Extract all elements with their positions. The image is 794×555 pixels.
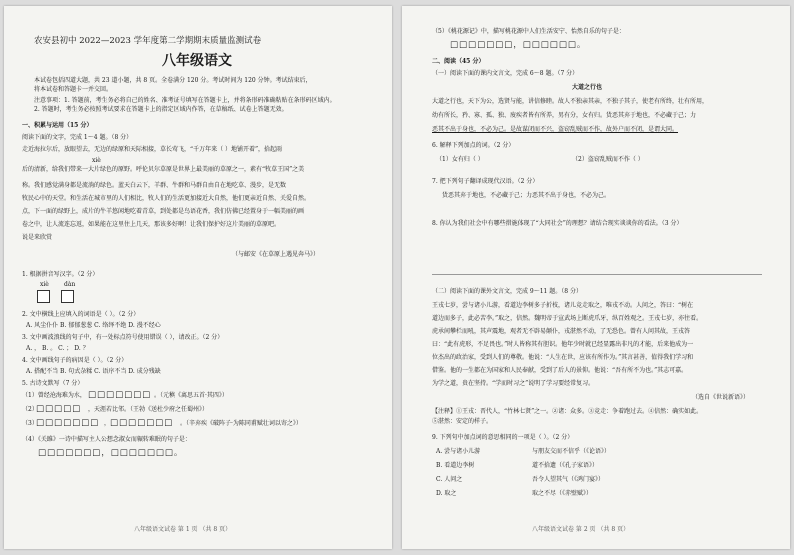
q9-option-left: D. 取之 [436, 490, 457, 497]
q5-part-3-sep: ， [104, 420, 111, 427]
q5-part-1: （1）曾经沧海难为水， [22, 392, 86, 399]
answer-boxes[interactable]: □□□□□□□ [110, 418, 174, 428]
reading-intro: 阅读下面的文字，完成 1～4 题。（8 分） [22, 134, 133, 141]
question-4: 4. 文中画线句子的病因是（ ）。（2 分） [22, 357, 128, 364]
subject-title: 八年级语文 [162, 53, 232, 69]
notes: ⑤湛然：安定的样子。 [432, 418, 493, 425]
exam-title: 农安县初中 2022—2023 学年度第二学期期末质量监测试卷 [34, 36, 262, 46]
question-2: 2. 文中横线上应填入的词语是（ ）。（2 分） [22, 311, 140, 318]
answer-box[interactable] [61, 290, 74, 303]
page-footer: 八年级语文试卷 第 1 页 （共 8 页） [134, 526, 232, 533]
q9-option-left: A. 尝与诸小儿游 [436, 448, 481, 455]
classical2-line: 虎承间攀栏而吼，其声震地，观者无不辟易颠仆，戎湛然不动，了无恐色。曾有人问其故，王戎答 [432, 328, 691, 335]
answer-boxes[interactable]: □□□□□□□，□□□□□□□。 [38, 448, 184, 458]
classical-title: 大道之行也 [572, 84, 603, 91]
passage-source: （与邮安《在草原上遇见奔马》） [232, 251, 320, 258]
passage-line: 走近海拉尔后，放眼望去，无边的绿原和天际相接，草长莺飞，“千万年来（ ）地铺开着”，拾起雨 [22, 146, 283, 153]
question-9: 9. 下列句中加点词的意思相同的一项是（ ）。（2 分） [432, 434, 574, 441]
question-5: 5. 古诗文默写（7 分） [22, 380, 84, 387]
answer-line [432, 274, 762, 275]
answer-boxes[interactable]: □□□□□□□ [88, 390, 152, 400]
exam-note: 将本试卷和答题卡一并交回。 [34, 86, 113, 93]
question-options: A. ， B. 。 C. ； D. ？ [26, 345, 89, 352]
classical-line: 大道之行也，天下为公，选贤与能，讲信修睦。故人不独亲其亲，不独子其子，使老有所终，壮有所用， [432, 98, 709, 105]
q6-a: （1）女有归（ ） [436, 156, 484, 163]
q6-b: （2）盗窃乱贼而不作（ ） [572, 156, 644, 163]
question-8: 8. 你认为我们社会中有哪些措施体现了“大同社会”的理想？请结合现实谈谈你的看法。（3 分） [432, 220, 683, 227]
exam-page-left [4, 6, 392, 549]
answer-box[interactable] [37, 290, 50, 303]
q9-option-right: 道不拾遗（《孔子家语》） [532, 462, 599, 469]
classical2-line: 位杰出的政治家，受到人们的尊敬。他说：“人生在世，应该有所作为。”其言甚善，值得我们学习和 [432, 354, 694, 361]
reading-part-2: （二）阅读下面的课外文言文，完成 9～11 题。（8 分） [432, 288, 582, 295]
q5-part-5: （5）《桃花源记》中，描写桃花源中人们生活安宁、怡然自乐的句子是： [432, 28, 625, 35]
notes: 【注释】①王戎：晋代人，“竹林七贤”之一。②诸：众多。③竞走：争着跑过去。④信然：确实如此。 [432, 408, 703, 415]
passage-line: 牧民心中的天堂。和生活在城市里的人们相比，牧人们的生活更加接近大自然，他们更亲近自然、关爱自然。 [22, 195, 311, 202]
question-1: 1. 根据拼音写汉字。（2 分） [22, 271, 99, 278]
section-heading: 二、阅读（45 分） [432, 58, 485, 65]
q9-option-right: 取之不尽（《赤壁赋》） [532, 490, 593, 497]
pinyin-label: xiè [92, 157, 101, 164]
page-footer: 八年级语文试卷 第 2 页 （共 8 页） [532, 526, 630, 533]
q9-option-right: 与朋友交而不信乎（《论语》） [532, 448, 611, 455]
q5-part-3-source: 。（辛弃疾《破阵子·为陈同甫赋壮词以寄之》） [180, 420, 302, 427]
classical-line: 恶其不出于身也，不必为己。是故谋闭而不兴，盗窃乱贼而不作，故外户而不闭，是谓大同。 [432, 126, 679, 133]
section-heading: 一、积累与运用（15 分） [22, 122, 93, 129]
q5-part-3: （3） [22, 420, 38, 427]
classical2-line: 道边而多子，此必苦李。”取之，信然。魏明帝于宣武场上断虎爪牙，纵百姓观之。王戎七岁，亦往看。 [432, 315, 703, 322]
exam-note: 2. 答题时，考生务必按照考试要求在答题卡上的指定区域内作答，在草稿纸、试卷上答题无效。 [34, 106, 288, 113]
passage-line: 后的清新，给我们带来一大片绿色的原野。呼伦贝尔草原是世界上最美丽的草原之一，素有“牧草王国”之美 [22, 166, 305, 173]
passage-line: 称。我们感觉满身都是流淌的绿色。蓝天白云下，羊群、牛群和马群自由自在地吃草、漫步，是无数 [22, 182, 287, 189]
question-options: A. 风尘仆仆 B. 郁郁葱葱 C. 络绎不绝 D. 漫不经心 [26, 322, 161, 329]
answer-boxes[interactable]: □□□□□□□ [36, 418, 100, 428]
reading-part-1: （一）阅读下面的课内文言文，完成 6～8 题。（7 分） [432, 70, 579, 77]
q5-part-2: （2） [22, 406, 38, 413]
passage-line: 卷之中，让人流连忘返，如果能在这里住上几天，那该多好啊！让我们保护好这片美丽的草原吧。 [22, 221, 281, 228]
q7-sentence: 货恶其弃于地也，不必藏于己；力恶其不出于身也，不必为己。 [442, 192, 611, 199]
q5-part-1-source: 。（元稹《离思五首·其四》） [154, 392, 228, 399]
classical2-line: 为学之道，贵在坚持。“学而时习之”说明了学习要经常复习。 [432, 380, 595, 387]
q9-option-right: 吾令人望其气（《鸿门宴》） [532, 476, 605, 483]
question-7: 7. 把下列句子翻译成现代汉语。（2 分） [432, 178, 539, 185]
question-options: A. 搭配不当 B. 句式杂糅 C. 语序不当 D. 成分残缺 [26, 368, 161, 375]
classical2-line: 曰：“此有虎形，不足畏也。”时人皆称其有胆识。他年少时就已经显露出非凡的才能，后来他成为一 [432, 341, 694, 348]
passage-line: 说是来欣赏 [22, 234, 53, 241]
exam-note: 本试卷包括四道大题，共 23 道小题，共 8 页。全卷满分 120 分。考试时间为 120 分钟。考试结束后， [34, 77, 312, 84]
pinyin-label: dàn [64, 281, 76, 288]
classical-line: 幼有所长，矜、寡、孤、独、废疾者皆有所养，男有分，女有归。货恶其弃于地也，不必藏于己；力 [432, 112, 697, 119]
question-3: 3. 文中画波浪线的句子中，有一处标点符号使用错误（ ），请改正。（2 分） [22, 334, 224, 341]
pinyin-label: xiè [40, 281, 49, 288]
q9-option-left: C. 人问之 [436, 476, 463, 483]
q9-option-left: B. 看道边李树 [436, 462, 475, 469]
answer-boxes[interactable]: □□□□□□□，□□□□□□。 [450, 40, 587, 50]
classical2-line: 借鉴。他的一生都在为国家和人民奉献，受到了后人的景仰。他说：“吾有所不为也。”其志可嘉。 [432, 367, 688, 374]
classical2-source: （选自《世说新语》） [692, 394, 750, 401]
answer-boxes[interactable]: □□□□□ [36, 404, 82, 414]
exam-note: 注意事项：1. 答题前，考生务必将自己的姓名、准考证号填写在答题卡上，并将条形码准确粘贴在条形码区域内。 [34, 97, 336, 104]
question-6: 6. 解释下列加点的词。（2 分） [432, 142, 515, 149]
passage-line: 点，下一面的绿野上，成片的牛羊悠闲地吃着青草，到处都是鸟语花香，我们仿佛已经置身于一幅美丽的画 [22, 208, 305, 215]
q5-part-4: （4）《关雎》一诗中描写主人公想念淑女而辗转难眠的句子是： [22, 436, 191, 443]
q5-part-2-source: ，天涯若比邻。（王勃《送杜少府之任蜀州》） [88, 406, 209, 413]
classical2-line: 王戎七岁，尝与诸小儿游，看道边李树多子折枝，诸儿竞走取之，唯戎不动。人问之，答曰：“树在 [432, 302, 694, 309]
exam-page-right [402, 6, 790, 549]
